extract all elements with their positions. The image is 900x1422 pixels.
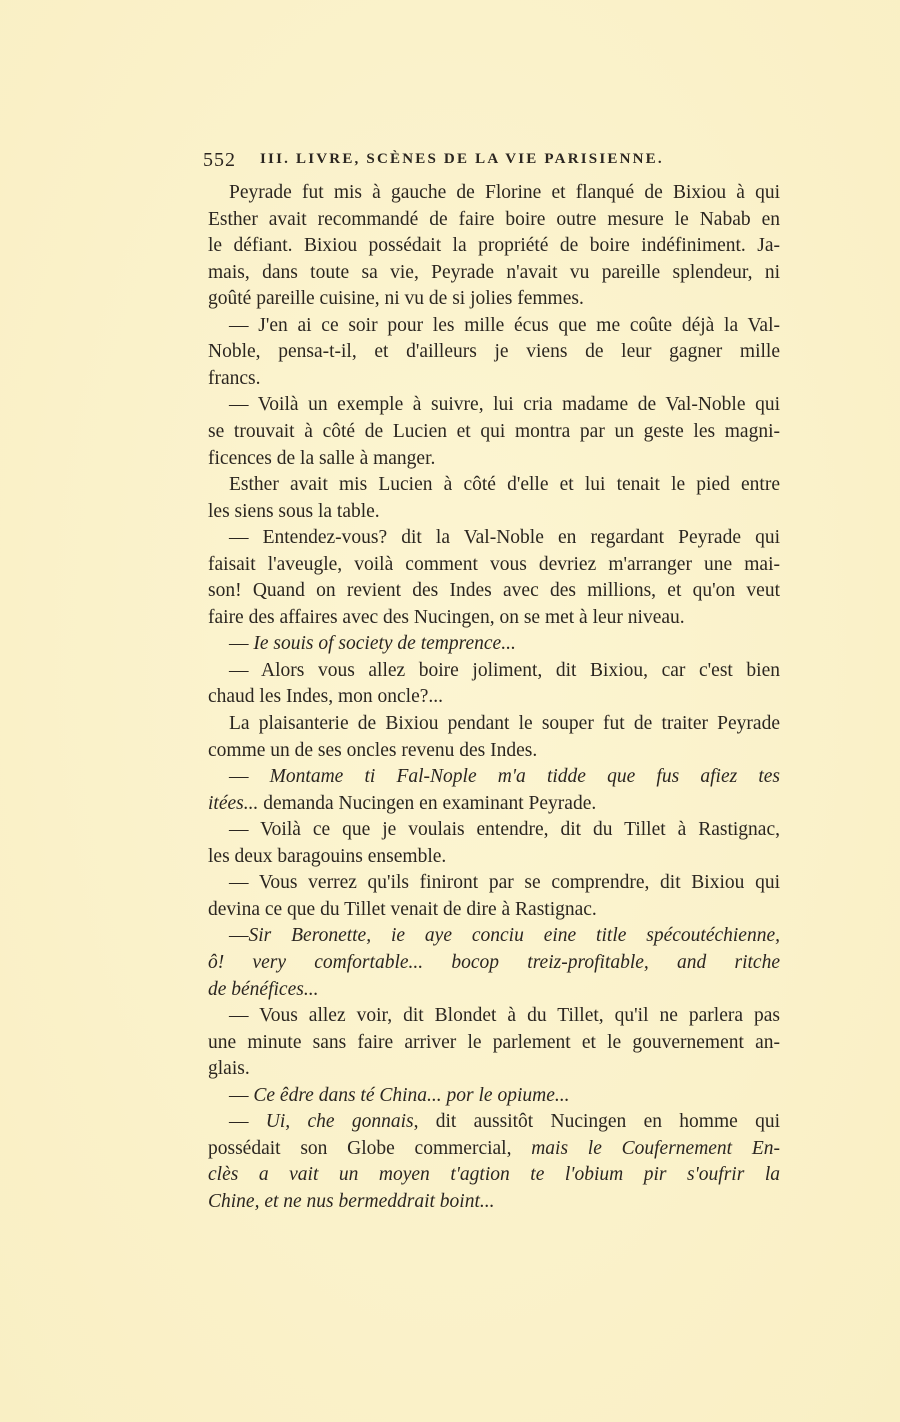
text-segment: se trouvait à côté de Lucien et qui montra par un geste les magni- (208, 420, 780, 442)
text-segment: les deux baragouins ensemble. (208, 845, 447, 867)
text-segment: ficences de la salle à manger. (208, 447, 436, 469)
italic-text: itées... (208, 792, 259, 814)
text-segment: — (229, 925, 249, 947)
text-line (208, 1190, 780, 1214)
text-segment: — Alors vous allez boire joliment, dit Bixiou, car c'est bien (229, 659, 780, 681)
text-segment: une minute sans faire arriver le parlement et le gouvernement an- (208, 1031, 780, 1053)
text-segment: faire des affaires avec des Nucingen, on se met à leur niveau. (208, 606, 685, 628)
text-line (208, 792, 780, 816)
text-segment: les siens sous la table. (208, 500, 380, 522)
text-line (208, 765, 780, 789)
text-segment: le défiant. Bixiou possédait la propriété de boire indéfiniment. Ja- (208, 235, 780, 257)
text-line (208, 473, 780, 497)
italic-text: de bénéfices... (208, 978, 319, 1000)
text-line (208, 1004, 780, 1028)
text-line (208, 181, 780, 205)
text-line (208, 739, 780, 763)
text-line (208, 420, 780, 444)
text-line (208, 659, 780, 683)
text-segment: — Voilà ce que je voulais entendre, dit du Tillet à Rastignac, (229, 819, 780, 841)
text-segment: , dit aussitôt Nucingen en homme qui (413, 1111, 780, 1133)
italic-text: clès a vait un moyen t'agtion te l'obium pir s'oufrir la (208, 1164, 780, 1186)
text-line (208, 1163, 780, 1187)
text-segment: — Vous allez voir, dit Blondet à du Tillet, qu'il ne parlera pas (229, 1005, 780, 1027)
italic-text: mais le Coufernement En- (531, 1137, 780, 1159)
text-segment: Esther avait mis Lucien à côté d'elle et lui tenait le pied entre (229, 474, 780, 496)
text-line (208, 367, 780, 391)
text-segment: possédait son Globe commercial, (208, 1137, 532, 1159)
text-line (208, 261, 780, 285)
italic-text: Ie souis of society de temprence... (253, 633, 516, 655)
text-segment: mais, dans toute sa vie, Peyrade n'avait vu pareille splendeur, ni (208, 261, 780, 283)
text-segment: — (229, 1111, 266, 1133)
text-line (208, 978, 780, 1002)
text-segment: — (229, 1084, 254, 1106)
page-number: 552 (203, 149, 236, 171)
text-line (208, 1057, 780, 1081)
text-line (208, 234, 780, 258)
text-line (208, 500, 780, 524)
text-line (208, 526, 780, 550)
italic-text: Ce êdre dans té China... por le opiume... (253, 1084, 570, 1106)
italic-text: Montame ti Fal-Nople m'a tidde que fus afiez tes (269, 766, 781, 788)
italic-text: Ui, che gonnais (265, 1111, 414, 1133)
text-line (208, 818, 780, 842)
text-line (208, 712, 780, 736)
text-line (208, 1031, 780, 1055)
text-segment: glais. (208, 1058, 250, 1080)
text-line (208, 871, 780, 895)
text-line (208, 1137, 780, 1161)
text-segment: — (229, 633, 254, 655)
text-line (208, 208, 780, 232)
text-segment: francs. (208, 367, 261, 389)
text-segment: — Vous verrez qu'ils finiront par se comprendre, dit Bixiou qui (229, 872, 780, 894)
text-line (208, 924, 780, 948)
text-line (208, 287, 780, 311)
text-line (208, 685, 780, 709)
text-line (208, 579, 780, 603)
italic-text: ô! very comfortable... bocop treiz-profitable, and ritche (208, 951, 780, 973)
text-line (208, 447, 780, 471)
text-segment: faisait l'aveugle, voilà comment vous devriez m'arranger une mai- (208, 553, 780, 575)
text-segment: — J'en ai ce soir pour les mille écus que me coûte déjà la Val- (229, 314, 780, 336)
text-segment: — (229, 766, 270, 788)
text-segment: comme un de ses oncles revenu des Indes. (208, 739, 538, 761)
text-line (208, 553, 780, 577)
text-segment: La plaisanterie de Bixiou pendant le souper fut de traiter Peyrade (229, 713, 780, 734)
text-segment: Esther avait recommandé de faire boire outre mesure le Nabab en (208, 208, 780, 230)
text-segment: goûté pareille cuisine, ni vu de si jolies femmes. (208, 288, 584, 310)
text-segment: — Voilà un exemple à suivre, lui cria madame de Val-Noble qui (229, 394, 780, 416)
text-segment: son! Quand on revient des Indes avec des millions, et qu'on veut (208, 580, 780, 602)
text-segment: chaud les Indes, mon oncle?... (208, 686, 444, 708)
italic-text: Sir Beronette, ie aye conciu eine title spécoutéchienne, (248, 925, 780, 947)
text-line (208, 951, 780, 975)
text-segment: demanda Nucingen en examinant Peyrade. (258, 792, 597, 814)
text-line (208, 1084, 780, 1108)
text-segment: — Entendez-vous? dit la Val-Noble en regardant Peyrade qui (229, 527, 780, 549)
text-segment: devina ce que du Tillet venait de dire à Rastignac. (208, 898, 597, 920)
text-line (208, 898, 780, 922)
text-line (208, 606, 780, 630)
text-line (208, 340, 780, 364)
text-line (208, 632, 780, 656)
text-segment: Peyrade fut mis à gauche de Florine et flanqué de Bixiou à qui (229, 182, 780, 203)
running-title: III. LIVRE, SCÈNES DE LA VIE PARISIENNE. (260, 151, 664, 167)
text-line (208, 845, 780, 869)
text-line (208, 393, 780, 417)
text-line (208, 314, 780, 338)
italic-text: Chine, et ne nus bermeddrait boint... (208, 1190, 495, 1212)
text-line (208, 1110, 780, 1134)
text-segment: Noble, pensa-t-il, et d'ailleurs je viens de leur gagner mille (208, 341, 780, 363)
